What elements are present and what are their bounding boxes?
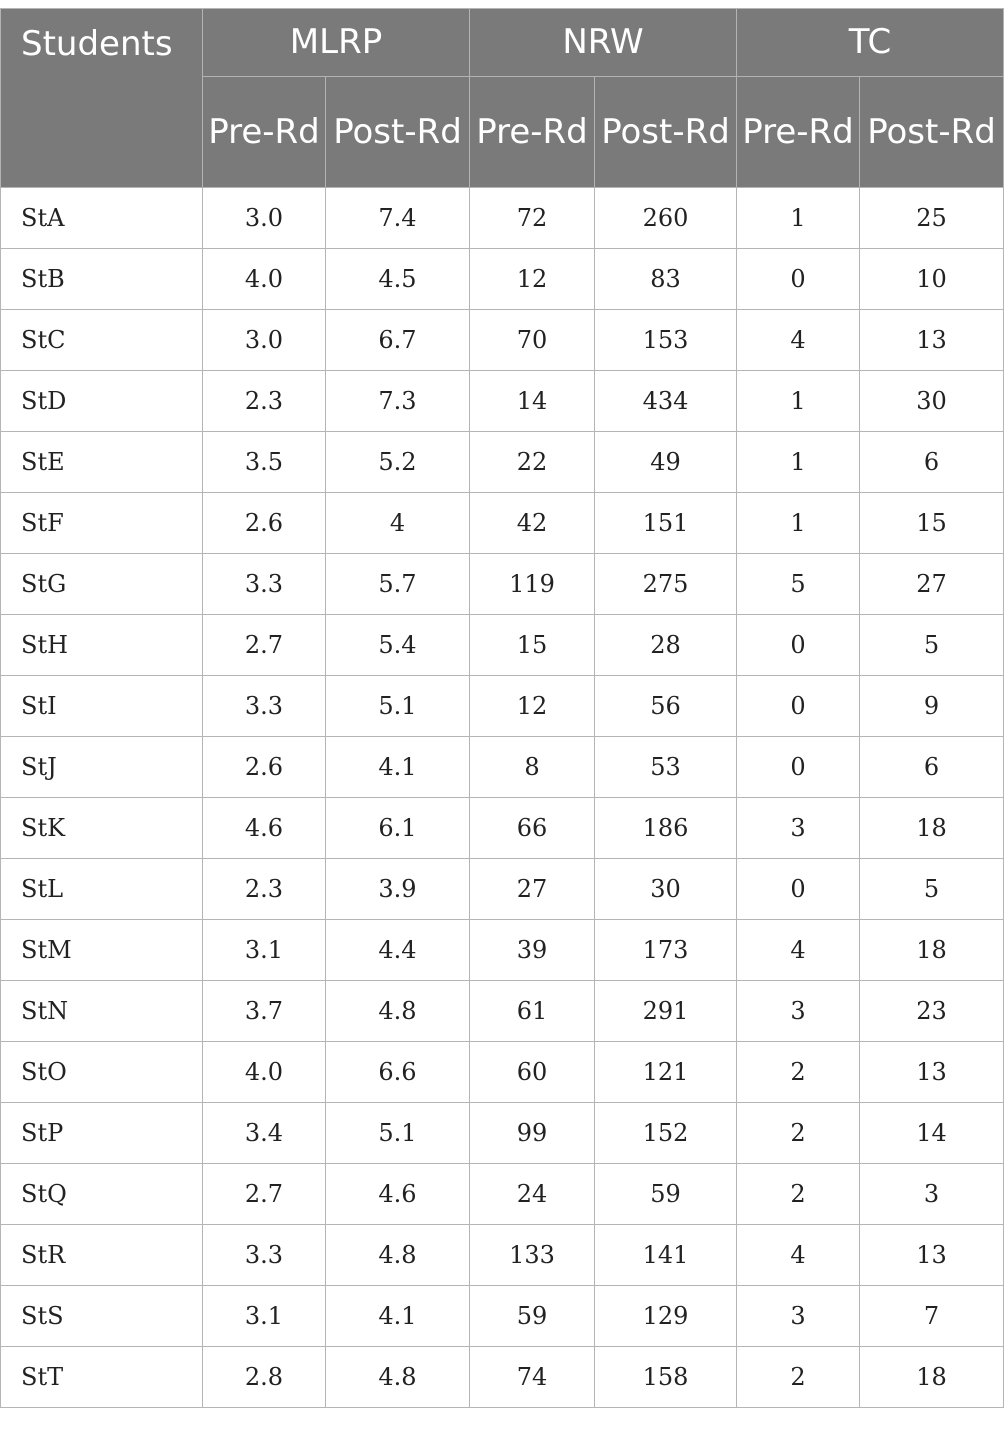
cell-tc-post-rd: 9 — [860, 676, 1004, 737]
cell-mlrp-pre-rd: 3.1 — [203, 920, 326, 981]
cell-tc-pre-rd: 3 — [737, 1286, 860, 1347]
cell-student-name: StC — [1, 310, 203, 371]
cell-nrw-pre-rd: 12 — [470, 676, 595, 737]
cell-tc-post-rd: 15 — [860, 493, 1004, 554]
cell-mlrp-pre-rd: 3.1 — [203, 1286, 326, 1347]
table-row — [1, 615, 1004, 676]
cell-mlrp-post-rd: 5.2 — [326, 432, 470, 493]
cell-student-name: StK — [1, 798, 203, 859]
cell-mlrp-pre-rd: 4.6 — [203, 798, 326, 859]
cell-tc-pre-rd: 0 — [737, 737, 860, 798]
cell-mlrp-pre-rd: 3.0 — [203, 310, 326, 371]
table-row — [1, 676, 1004, 737]
cell-nrw-post-rd: 49 — [595, 432, 737, 493]
cell-nrw-pre-rd: 12 — [470, 249, 595, 310]
cell-student-name: StG — [1, 554, 203, 615]
cell-nrw-post-rd: 59 — [595, 1164, 737, 1225]
cell-nrw-post-rd: 121 — [595, 1042, 737, 1103]
cell-student-name: StT — [1, 1347, 203, 1408]
cell-nrw-post-rd: 186 — [595, 798, 737, 859]
cell-tc-post-rd: 13 — [860, 1042, 1004, 1103]
cell-nrw-post-rd: 275 — [595, 554, 737, 615]
cell-nrw-pre-rd: 72 — [470, 188, 595, 249]
cell-nrw-post-rd: 152 — [595, 1103, 737, 1164]
cell-student-name: StH — [1, 615, 203, 676]
cell-tc-post-rd: 27 — [860, 554, 1004, 615]
cell-tc-post-rd: 30 — [860, 371, 1004, 432]
table-header — [1, 9, 1004, 188]
table-row — [1, 249, 1004, 310]
cell-mlrp-pre-rd: 2.7 — [203, 615, 326, 676]
table-row — [1, 432, 1004, 493]
cell-mlrp-pre-rd: 2.3 — [203, 371, 326, 432]
cell-nrw-pre-rd: 74 — [470, 1347, 595, 1408]
cell-tc-post-rd: 14 — [860, 1103, 1004, 1164]
cell-nrw-post-rd: 141 — [595, 1225, 737, 1286]
cell-nrw-post-rd: 151 — [595, 493, 737, 554]
cell-tc-pre-rd: 1 — [737, 432, 860, 493]
cell-mlrp-pre-rd: 3.7 — [203, 981, 326, 1042]
table-row — [1, 798, 1004, 859]
cell-mlrp-pre-rd: 3.3 — [203, 1225, 326, 1286]
table-row — [1, 554, 1004, 615]
cell-student-name: StA — [1, 188, 203, 249]
cell-student-name: StJ — [1, 737, 203, 798]
header-group-mlrp: MLRP — [203, 9, 470, 77]
cell-mlrp-post-rd: 4 — [326, 493, 470, 554]
cell-student-name: StO — [1, 1042, 203, 1103]
cell-tc-pre-rd: 2 — [737, 1042, 860, 1103]
cell-nrw-pre-rd: 27 — [470, 859, 595, 920]
cell-tc-pre-rd: 4 — [737, 310, 860, 371]
cell-nrw-post-rd: 83 — [595, 249, 737, 310]
table-row — [1, 493, 1004, 554]
table-row — [1, 859, 1004, 920]
cell-mlrp-post-rd: 5.1 — [326, 676, 470, 737]
cell-tc-post-rd: 13 — [860, 310, 1004, 371]
cell-mlrp-pre-rd: 2.8 — [203, 1347, 326, 1408]
cell-mlrp-post-rd: 5.7 — [326, 554, 470, 615]
cell-mlrp-pre-rd: 3.3 — [203, 554, 326, 615]
table-row — [1, 371, 1004, 432]
cell-nrw-pre-rd: 60 — [470, 1042, 595, 1103]
cell-mlrp-pre-rd: 4.0 — [203, 249, 326, 310]
table-row — [1, 1225, 1004, 1286]
table-row — [1, 188, 1004, 249]
cell-tc-post-rd: 18 — [860, 798, 1004, 859]
cell-student-name: StB — [1, 249, 203, 310]
cell-tc-pre-rd: 1 — [737, 188, 860, 249]
cell-tc-pre-rd: 3 — [737, 798, 860, 859]
cell-mlrp-post-rd: 7.4 — [326, 188, 470, 249]
header-students: Students — [1, 9, 203, 188]
cell-student-name: StF — [1, 493, 203, 554]
cell-tc-post-rd: 25 — [860, 188, 1004, 249]
cell-tc-pre-rd: 5 — [737, 554, 860, 615]
cell-student-name: StM — [1, 920, 203, 981]
cell-nrw-pre-rd: 24 — [470, 1164, 595, 1225]
cell-nrw-pre-rd: 99 — [470, 1103, 595, 1164]
cell-tc-post-rd: 6 — [860, 737, 1004, 798]
cell-tc-pre-rd: 3 — [737, 981, 860, 1042]
cell-nrw-post-rd: 30 — [595, 859, 737, 920]
cell-nrw-pre-rd: 59 — [470, 1286, 595, 1347]
table-row — [1, 1347, 1004, 1408]
cell-mlrp-post-rd: 5.1 — [326, 1103, 470, 1164]
cell-tc-post-rd: 3 — [860, 1164, 1004, 1225]
cell-nrw-post-rd: 28 — [595, 615, 737, 676]
cell-mlrp-post-rd: 4.8 — [326, 1347, 470, 1408]
cell-tc-post-rd: 5 — [860, 859, 1004, 920]
cell-tc-post-rd: 23 — [860, 981, 1004, 1042]
cell-tc-pre-rd: 1 — [737, 371, 860, 432]
cell-tc-pre-rd: 4 — [737, 920, 860, 981]
cell-mlrp-post-rd: 6.1 — [326, 798, 470, 859]
cell-nrw-pre-rd: 119 — [470, 554, 595, 615]
cell-tc-post-rd: 7 — [860, 1286, 1004, 1347]
cell-student-name: StS — [1, 1286, 203, 1347]
cell-nrw-pre-rd: 15 — [470, 615, 595, 676]
cell-tc-pre-rd: 4 — [737, 1225, 860, 1286]
cell-nrw-post-rd: 260 — [595, 188, 737, 249]
cell-nrw-pre-rd: 22 — [470, 432, 595, 493]
cell-nrw-post-rd: 56 — [595, 676, 737, 737]
cell-nrw-pre-rd: 14 — [470, 371, 595, 432]
cell-tc-pre-rd: 0 — [737, 615, 860, 676]
table-row — [1, 1164, 1004, 1225]
cell-student-name: StN — [1, 981, 203, 1042]
header-tc-post-rd: Post-Rd — [860, 77, 1004, 188]
cell-mlrp-post-rd: 5.4 — [326, 615, 470, 676]
cell-mlrp-post-rd: 4.6 — [326, 1164, 470, 1225]
cell-mlrp-pre-rd: 4.0 — [203, 1042, 326, 1103]
cell-nrw-pre-rd: 133 — [470, 1225, 595, 1286]
cell-nrw-pre-rd: 70 — [470, 310, 595, 371]
cell-student-name: StQ — [1, 1164, 203, 1225]
cell-nrw-pre-rd: 8 — [470, 737, 595, 798]
cell-nrw-post-rd: 434 — [595, 371, 737, 432]
cell-mlrp-pre-rd: 3.3 — [203, 676, 326, 737]
header-mlrp-pre-rd: Pre-Rd — [203, 77, 326, 188]
cell-mlrp-post-rd: 6.6 — [326, 1042, 470, 1103]
cell-student-name: StL — [1, 859, 203, 920]
table-row — [1, 1286, 1004, 1347]
cell-nrw-post-rd: 173 — [595, 920, 737, 981]
cell-nrw-pre-rd: 39 — [470, 920, 595, 981]
cell-student-name: StP — [1, 1103, 203, 1164]
cell-nrw-post-rd: 153 — [595, 310, 737, 371]
cell-nrw-post-rd: 129 — [595, 1286, 737, 1347]
table-row — [1, 981, 1004, 1042]
cell-mlrp-post-rd: 4.4 — [326, 920, 470, 981]
students-scores-table — [0, 8, 1004, 1408]
cell-tc-pre-rd: 0 — [737, 859, 860, 920]
cell-student-name: StI — [1, 676, 203, 737]
header-nrw-post-rd: Post-Rd — [595, 77, 737, 188]
cell-mlrp-post-rd: 4.5 — [326, 249, 470, 310]
header-mlrp-post-rd: Post-Rd — [326, 77, 470, 188]
cell-tc-post-rd: 18 — [860, 1347, 1004, 1408]
cell-mlrp-pre-rd: 3.5 — [203, 432, 326, 493]
cell-nrw-post-rd: 291 — [595, 981, 737, 1042]
cell-mlrp-pre-rd: 2.3 — [203, 859, 326, 920]
cell-mlrp-post-rd: 4.1 — [326, 737, 470, 798]
cell-student-name: StD — [1, 371, 203, 432]
cell-student-name: StR — [1, 1225, 203, 1286]
cell-tc-pre-rd: 1 — [737, 493, 860, 554]
cell-tc-pre-rd: 2 — [737, 1347, 860, 1408]
cell-nrw-post-rd: 158 — [595, 1347, 737, 1408]
header-nrw-pre-rd: Pre-Rd — [470, 77, 595, 188]
table-row — [1, 920, 1004, 981]
cell-nrw-pre-rd: 42 — [470, 493, 595, 554]
cell-mlrp-post-rd: 4.8 — [326, 1225, 470, 1286]
cell-mlrp-post-rd: 4.8 — [326, 981, 470, 1042]
cell-tc-post-rd: 13 — [860, 1225, 1004, 1286]
cell-mlrp-pre-rd: 3.0 — [203, 188, 326, 249]
cell-tc-post-rd: 10 — [860, 249, 1004, 310]
cell-tc-pre-rd: 0 — [737, 676, 860, 737]
cell-mlrp-pre-rd: 3.4 — [203, 1103, 326, 1164]
header-group-nrw: NRW — [470, 9, 737, 77]
cell-tc-post-rd: 5 — [860, 615, 1004, 676]
cell-mlrp-post-rd: 4.1 — [326, 1286, 470, 1347]
cell-mlrp-pre-rd: 2.7 — [203, 1164, 326, 1225]
table-row — [1, 1042, 1004, 1103]
cell-nrw-pre-rd: 66 — [470, 798, 595, 859]
cell-tc-post-rd: 18 — [860, 920, 1004, 981]
cell-nrw-pre-rd: 61 — [470, 981, 595, 1042]
cell-student-name: StE — [1, 432, 203, 493]
cell-tc-pre-rd: 2 — [737, 1103, 860, 1164]
header-group-tc: TC — [737, 9, 1004, 77]
cell-mlrp-pre-rd: 2.6 — [203, 493, 326, 554]
table-row — [1, 1103, 1004, 1164]
table-row — [1, 310, 1004, 371]
table-body — [1, 188, 1004, 1408]
cell-mlrp-post-rd: 3.9 — [326, 859, 470, 920]
cell-mlrp-pre-rd: 2.6 — [203, 737, 326, 798]
table-row — [1, 737, 1004, 798]
cell-tc-pre-rd: 2 — [737, 1164, 860, 1225]
cell-tc-pre-rd: 0 — [737, 249, 860, 310]
cell-mlrp-post-rd: 6.7 — [326, 310, 470, 371]
cell-nrw-post-rd: 53 — [595, 737, 737, 798]
header-tc-pre-rd: Pre-Rd — [737, 77, 860, 188]
cell-tc-post-rd: 6 — [860, 432, 1004, 493]
cell-mlrp-post-rd: 7.3 — [326, 371, 470, 432]
